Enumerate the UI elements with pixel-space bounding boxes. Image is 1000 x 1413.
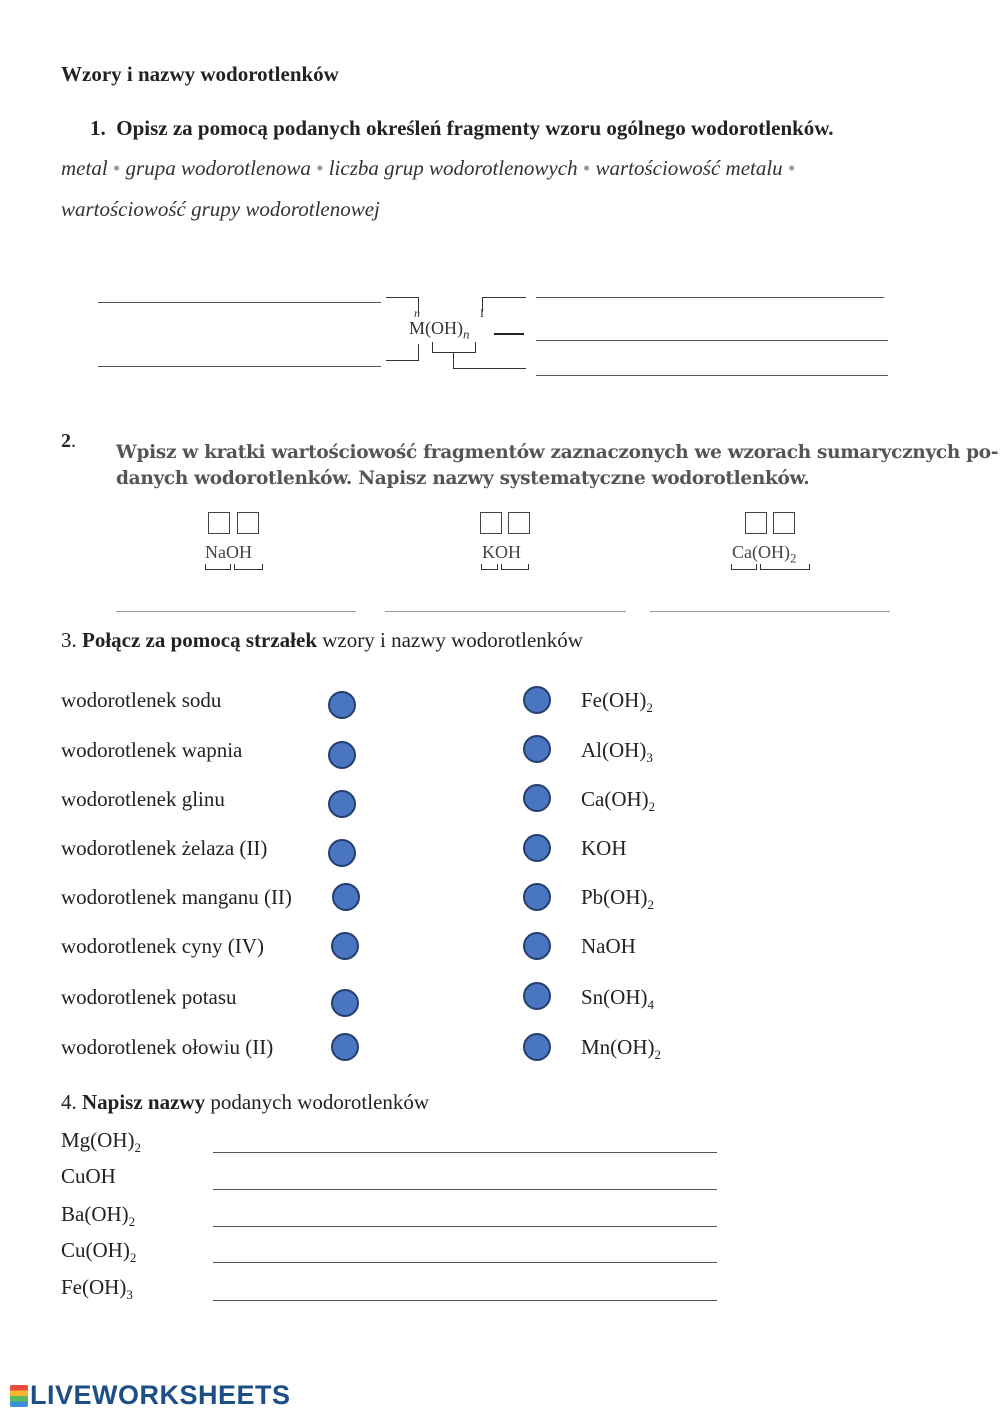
- formula-group: (OH): [425, 318, 464, 338]
- formula-item: KOH: [581, 836, 627, 860]
- name-item: wodorotlenek potasu: [61, 985, 237, 1009]
- answer-line-right-1[interactable]: [536, 297, 884, 298]
- formula-item: $Pb(OH)_2$: [581, 885, 654, 913]
- valence-box-ca[interactable]: [745, 512, 767, 534]
- formula-item: $Mn(OH)_2$: [581, 1035, 661, 1063]
- match-dot-left[interactable]: [331, 1033, 359, 1061]
- valence-box-k[interactable]: [480, 512, 502, 534]
- q4-instruction: [61, 1090, 429, 1115]
- match-dot-right[interactable]: [523, 834, 551, 862]
- formula-caoh2: $Ca(OH)_2$: [732, 542, 797, 566]
- general-formula: [409, 318, 470, 343]
- q2-instruction: [116, 440, 998, 492]
- valence-box-oh-1[interactable]: [237, 512, 259, 534]
- match-dot-left[interactable]: [331, 989, 359, 1017]
- term-separator: •: [112, 156, 121, 180]
- answer-line-left-top[interactable]: [98, 302, 381, 303]
- bracket-group-connector: [453, 352, 526, 369]
- name-line-naoh[interactable]: [116, 611, 356, 612]
- formula-item: $Fe(OH)_2$: [581, 688, 653, 716]
- underbracket: [731, 564, 757, 570]
- term-hydroxyl-group: grupa wodorotlenowa: [125, 156, 311, 180]
- name-item: wodorotlenek manganu (II): [61, 885, 292, 909]
- q3-rest: wzory i nazwy wodorotlenków: [317, 628, 583, 652]
- answer-line-q4[interactable]: [213, 1300, 717, 1301]
- match-dot-right[interactable]: [523, 784, 551, 812]
- answer-line-q4[interactable]: [213, 1152, 717, 1153]
- q4-rest: podanych wodorotlenków: [205, 1090, 430, 1114]
- q4-formula: $Ba(OH)_2$: [61, 1202, 136, 1230]
- q4-number: 4.: [61, 1090, 77, 1114]
- name-line-caoh2[interactable]: [650, 611, 890, 612]
- term-metal-valence: wartościowość metalu: [595, 156, 783, 180]
- name-item: wodorotlenek wapnia: [61, 738, 243, 762]
- name-item: wodorotlenek żelaza (II): [61, 836, 268, 860]
- term-metal: metal: [61, 156, 108, 180]
- name-line-koh[interactable]: [385, 611, 626, 612]
- underbracket: [501, 564, 529, 570]
- liveworksheets-logo: [10, 1380, 291, 1411]
- valence-box-oh-2[interactable]: [508, 512, 530, 534]
- underbracket: [481, 564, 498, 570]
- match-dot-left[interactable]: [328, 839, 356, 867]
- match-dot-left[interactable]: [332, 883, 360, 911]
- match-dot-right[interactable]: [523, 1033, 551, 1061]
- match-dot-right[interactable]: [523, 932, 551, 960]
- logo-icon: [10, 1385, 28, 1407]
- answer-line-right-2[interactable]: [536, 340, 888, 341]
- bracket-valence-group: [482, 297, 526, 312]
- match-dot-right[interactable]: [523, 982, 551, 1010]
- answer-line-q4[interactable]: [213, 1226, 717, 1227]
- q4-formula: $Fe(OH)_3$: [61, 1275, 133, 1303]
- name-item: wodorotlenek sodu: [61, 688, 222, 712]
- formula-item: NaOH: [581, 934, 636, 958]
- underbracket: [234, 564, 263, 570]
- q2-line2: danych wodorotlenków. Napisz nazwy systematyczne wodorotlenków.: [116, 468, 810, 489]
- formula-item: $Ca(OH)_2$: [581, 787, 656, 815]
- q1-terms-line2: [61, 197, 380, 222]
- name-item: wodorotlenek ołowiu (II): [61, 1035, 274, 1059]
- connector-count: [494, 333, 524, 335]
- q1-number: 1.: [90, 116, 106, 140]
- term-separator: •: [582, 156, 591, 180]
- q1-text: Opisz za pomocą podanych określeń fragmenty wzoru ogólnego wodorotlenków.: [116, 116, 834, 140]
- q2-number: 2.: [61, 430, 76, 452]
- formula-item: $Al(OH)_3$: [581, 738, 653, 766]
- match-dot-right[interactable]: [523, 883, 551, 911]
- term-group-count: liczba grup wodorotlenowych: [328, 156, 578, 180]
- term-separator: •: [316, 156, 324, 180]
- formula-subscript: n: [463, 326, 470, 342]
- match-dot-left[interactable]: [328, 691, 356, 719]
- q4-formula: $Mg(OH)_2$: [61, 1128, 141, 1156]
- valence-box-na[interactable]: [208, 512, 230, 534]
- valence-box-oh-3[interactable]: [773, 512, 795, 534]
- q3-bold: Połącz za pomocą strzałek: [82, 628, 318, 652]
- underbracket: [205, 564, 231, 570]
- bracket-metal: [386, 344, 419, 361]
- logo-text: LIVEWORKSHEETS: [30, 1380, 291, 1410]
- answer-line-q4[interactable]: [213, 1189, 717, 1190]
- answer-line-left-bottom[interactable]: [98, 366, 381, 367]
- match-dot-right[interactable]: [523, 686, 551, 714]
- formula-naoh: NaOH: [205, 542, 252, 562]
- match-dot-left[interactable]: [328, 741, 356, 769]
- formula-sup-right: I: [480, 306, 484, 320]
- q1-terms-line1: [61, 156, 795, 181]
- underbracket: [760, 564, 810, 570]
- formula-sup-left: n: [414, 306, 420, 320]
- q4-bold: Napisz nazwy: [82, 1090, 206, 1114]
- formula-koh: KOH: [482, 542, 521, 562]
- match-dot-right[interactable]: [523, 735, 551, 763]
- page-title: Wzory i nazwy wodorotlenków: [61, 62, 339, 86]
- formula-item: $Sn(OH)_4$: [581, 985, 654, 1013]
- q2-line1: Wpisz w kratki wartościowość fragmentów zaznaczonych we wzorach sumarycznych po-: [116, 442, 999, 463]
- q4-formula: $Cu(OH)_2$: [61, 1238, 137, 1266]
- q3-instruction: [61, 628, 583, 653]
- match-dot-left[interactable]: [328, 790, 356, 818]
- match-dot-left[interactable]: [331, 932, 359, 960]
- q3-number: 3.: [61, 628, 77, 652]
- name-item: wodorotlenek cyny (IV): [61, 934, 264, 958]
- answer-line-q4[interactable]: [213, 1262, 717, 1263]
- answer-line-right-3[interactable]: [536, 375, 888, 376]
- q4-formula: CuOH: [61, 1164, 116, 1188]
- formula-metal: M: [409, 318, 426, 338]
- term-group-valence: wartościowość grupy wodorotlenowej: [61, 197, 380, 221]
- name-item: wodorotlenek glinu: [61, 787, 225, 811]
- term-separator: •: [787, 156, 796, 180]
- q1-instruction: [90, 116, 834, 141]
